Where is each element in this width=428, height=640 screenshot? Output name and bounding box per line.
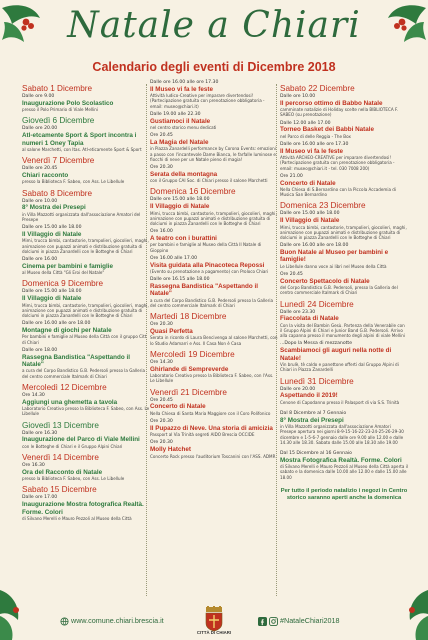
day-heading: Mercoledì 19 Dicembre bbox=[150, 349, 235, 359]
event-item bbox=[22, 321, 150, 345]
event-title: Il Villaggio di Natale bbox=[22, 295, 82, 303]
website-url: www.comune.chiari.brescia.it bbox=[71, 616, 164, 625]
event-time: ...Dopo la Messa di mezzanotte bbox=[280, 341, 353, 347]
event-time: Dalle ore 20.00 bbox=[280, 386, 316, 392]
event-description: presso la Biblioteca F. Sabeo, con Ass. Le Libellule bbox=[22, 179, 125, 185]
periods-section bbox=[280, 411, 408, 502]
event-time: Ore 20.30 bbox=[150, 165, 173, 171]
event-time: Dalle ore 17.00 bbox=[22, 495, 58, 501]
event-time: Ore 14.30 bbox=[22, 392, 45, 398]
event-description: al salone Marchetti, con Itas. Atl-eticamente Sport & Sport bbox=[22, 147, 142, 153]
event-title: Inaugurazione Polo Scolastico bbox=[22, 99, 114, 107]
event-title: Serata della montagna bbox=[150, 170, 218, 178]
event-item bbox=[150, 133, 278, 162]
event-time: Dalle ore 10.00 bbox=[280, 94, 316, 99]
calendar-column-3 bbox=[280, 80, 408, 502]
event-title: Quasi Perfetta bbox=[150, 328, 193, 336]
day-heading: Venerdì 21 Dicembre bbox=[150, 387, 227, 397]
event-description: Concerto Rock presso l'auditorium Toscanini con l'ASS. ADMR bbox=[150, 453, 276, 459]
event-time: Ore 14.30 bbox=[150, 359, 173, 365]
calendar-column-2 bbox=[150, 80, 278, 462]
facebook-icon bbox=[258, 617, 267, 626]
event-time: Dalle ore 18.00 bbox=[22, 347, 58, 353]
event-time: Dalle ore 16.00 alle ore 18.00 bbox=[22, 321, 91, 327]
event-description: in Piazza Zanardelli performance by Corona Events: emozioni a passo con l'incantevole Dame Bianca, le farfalle luminose e fiocchi di neve per un Natale pieno di magia! bbox=[150, 146, 276, 162]
day-heading: Venerdì 14 Dicembre bbox=[22, 452, 99, 462]
event-time: Dalle ore 16.00 alle ore 17.30 bbox=[150, 80, 219, 85]
crest-label: CITTÀ DI CHIARI bbox=[196, 630, 232, 635]
event-description: Mimi, trucca bimbi, cantastorie, trampolieri, giocolieri, maghi, animazione con pupazzi animati e distribuzione gratuita di dolciumi in piazza Zanardelli con le Botteghe di Chiari bbox=[22, 302, 149, 319]
event-item bbox=[22, 94, 150, 112]
event-title: 8° Mostra dei Presepi bbox=[22, 204, 86, 212]
day-heading: Martedì 18 Dicembre bbox=[150, 312, 227, 322]
event-item bbox=[22, 289, 150, 318]
event-item bbox=[280, 310, 408, 339]
event-time: Ore 20.45 bbox=[150, 133, 173, 139]
event-description: Serata in ricordo di Laura Bencivenga al salone Marchetti, con lo Studio Adamarri e Ass. Il Casa Non è Casa bbox=[150, 335, 278, 346]
day-heading: Sabato 1 Dicembre bbox=[22, 84, 93, 93]
event-item bbox=[280, 272, 408, 296]
event-time: Ore 16.30 bbox=[22, 462, 45, 468]
event-time: Ore 20.45 bbox=[280, 272, 303, 278]
event-description: in Villa Mazzotti organizzata dall'associazione Amatori del Presepe bbox=[22, 211, 141, 223]
event-item bbox=[150, 165, 278, 183]
event-title: Il Museo vi fa le feste bbox=[280, 147, 343, 155]
event-title: Concerto di Natale bbox=[280, 179, 336, 187]
event-description: presso il Polo Primario di Viale Mellini bbox=[22, 107, 99, 113]
event-title: Chiari racconto bbox=[22, 172, 69, 180]
event-time: Dalle ore 20.00 bbox=[22, 126, 58, 132]
period-title: Mostra Fotografica Realtà. Forme. Colori bbox=[280, 456, 402, 464]
event-item bbox=[150, 419, 278, 437]
event-time: Ore 21.00 bbox=[280, 173, 303, 179]
day-heading: Domenica 9 Dicembre bbox=[22, 279, 103, 289]
event-title: Il Villaggio di Natale bbox=[280, 217, 340, 225]
event-description: di Silvano Merelli e Mauro Pezzoli al Museo della Città bbox=[22, 515, 132, 521]
event-description: al Museo della Città "Gli Eroi del Natale" bbox=[22, 270, 105, 276]
event-time: Ore 16.00 alle 17.00 bbox=[150, 255, 198, 261]
event-description: Mimi, trucca bimbi, cantastorie, trampolieri, giocolieri, maghi, animazione con pupazzi animati e distribuzione gratuita di dolciumi in piazza Zanardelli con le Botteghe di Chiari bbox=[280, 224, 407, 241]
day-heading: Sabato 8 Dicembre bbox=[22, 188, 93, 198]
period-item bbox=[280, 451, 408, 480]
event-title: Concerto Spettacolo di Natale bbox=[280, 277, 370, 285]
event-description: Per bambini e famiglie al Museo della Città con il gruppo Citt di Chiari bbox=[22, 334, 147, 345]
event-item bbox=[150, 80, 278, 109]
day-heading: Giovedì 13 Dicembre bbox=[22, 420, 99, 430]
day-heading: Domenica 23 Dicembre bbox=[280, 201, 366, 211]
event-item bbox=[150, 440, 278, 458]
event-item bbox=[280, 121, 408, 139]
event-title: Il percorso ottimo di Babbo Natale bbox=[280, 99, 383, 107]
event-title: Il Museo vi fa le feste bbox=[150, 85, 213, 93]
event-title: Torneo Basket dei Babbi Natale bbox=[280, 126, 375, 134]
period-title: 8° Mostra dei Presepi bbox=[280, 416, 344, 424]
event-time: Ore 20.30 bbox=[150, 418, 173, 424]
event-description: Nella Chiesa di S.Bernardino con la Piccola Accademia di Musica San Bernardino bbox=[280, 187, 397, 198]
event-description: Mimi, trucca bimbi, cantastorie, trampolieri, giocolieri, maghi, animazione con pupazzi animati e distribuzione gratuita di dolciumi in piazza Zanardelli con le Botteghe di Chiari bbox=[150, 210, 277, 227]
event-description: Attività ludico-Creative per imparare divertendosi! (Partecipazione gratuita con prenotazione obbligatoria - email: museo@chiari.it) bbox=[150, 93, 265, 109]
event-description: presso la Biblioteca F. Sabeo, con Ass. Le Libellule bbox=[22, 476, 125, 482]
period-description: di Silvano Merelli e Mauro Pezzoli al Museo della Città aperta il sabato e la domenica dalle 10.00 alle 12.00 e dalle 15.00 alle 18.00 bbox=[280, 464, 408, 480]
event-description: del Corpo Bandistico G.B. Pedersoli, presso la Galleria del centro commerciale Italmark di Chiari bbox=[280, 285, 398, 296]
event-title: Ghirlande di Sempreverde bbox=[150, 365, 229, 373]
event-description: Passport al Via Trinità segreti AIDO Brescia OCCIDE bbox=[150, 432, 255, 438]
event-description: Laboratorio Creativo presso la Biblioteca F. Sabeo, con l'Ass. Le Libellule bbox=[150, 373, 274, 384]
event-title: Il Villaggio di Natale bbox=[150, 203, 210, 211]
event-title: Gustiamoci il Natale bbox=[150, 117, 211, 125]
event-item bbox=[22, 495, 150, 521]
event-item bbox=[22, 126, 150, 152]
event-description: per bambini e famiglie al Museo della Città Il Natale di Gioppino bbox=[150, 242, 262, 253]
shops-open-note: Per tutto il periodo natalizio i negozi in Centro storico saranno aperti anche la domenica bbox=[280, 487, 408, 501]
event-title: Buon Natale al Museo per bambini e famiglie! bbox=[280, 249, 389, 264]
event-title: Cinema per bambini e famiglie bbox=[22, 262, 113, 270]
event-description: a cura del Corpo Bandistico G.B. Pedersoli presso la Galleria del centro commerciale Italmark di Chiari bbox=[150, 297, 274, 309]
globe-icon bbox=[60, 617, 69, 626]
hashtag-link[interactable] bbox=[258, 616, 340, 626]
day-heading: Sabato 22 Dicembre bbox=[280, 84, 355, 93]
event-time: Dalle ore 15.00 alle 18.00 bbox=[150, 197, 210, 203]
event-time: Ore 16.00 bbox=[150, 229, 173, 235]
event-description: nel Parco di delle Reggia - The Box bbox=[280, 133, 351, 139]
event-time: Ore 20.30 bbox=[150, 440, 173, 446]
event-title: Atl-etcamente Sport & Sport incontra i numeri 1 Oney Tapia bbox=[22, 132, 137, 147]
day-heading: Venerdì 7 Dicembre bbox=[22, 156, 95, 166]
event-title: La Magia del Natale bbox=[150, 139, 209, 147]
event-description: con il Gruppo CAI Soc. di Chiari presso il salone Marchetti bbox=[150, 178, 268, 184]
event-title: Montagne di giochi per Natale bbox=[22, 327, 112, 335]
event-description: nel centro storico menu dedicati bbox=[150, 125, 217, 131]
event-item bbox=[150, 229, 278, 253]
event-item bbox=[280, 387, 408, 405]
event-time: Dalle ore 16.00 bbox=[22, 257, 58, 263]
event-time: Dalle ore 15.00 alle 18.00 bbox=[22, 289, 82, 295]
event-time: Dalle ore 9.00 bbox=[22, 94, 55, 99]
day-heading: Giovedì 6 Dicembre bbox=[22, 116, 95, 126]
period-description: in Villa Mazzotti organizzata dall'associazione Amatori Presepe apertura nei giorni 8-9-15-16-22-23-24-25-26-29-30 dicembre e 1-5-6-7 gennaio dalle ore 9.00 alle 12.00 e dalle 14.30 alle 18.30. Sabato dalle 15.00 alle 18.30 alle 19.00 bbox=[280, 424, 404, 445]
event-item bbox=[280, 243, 408, 269]
calendar-column-1 bbox=[22, 80, 150, 524]
event-description: Cenone di Capodanno presso il Palasport di via S.S. Trinità bbox=[280, 399, 400, 405]
event-item bbox=[22, 463, 150, 481]
event-title: Ora del Racconto di Natale bbox=[22, 468, 103, 476]
event-title: Rassegna Bandistica "Aspettando il Natale" bbox=[22, 353, 130, 369]
event-time: Dalle ore 16.15 alle 18.00 bbox=[150, 277, 210, 283]
event-description: Nella Chiesa di Santa Maria Maggiore con il Coro Polifonico bbox=[150, 410, 271, 416]
event-item bbox=[280, 211, 408, 240]
event-item bbox=[150, 277, 278, 308]
event-item bbox=[280, 142, 408, 171]
event-time: Dalle ore 16.00 alle ore 17.30 bbox=[280, 142, 349, 148]
event-item bbox=[22, 166, 150, 184]
event-description: con le Botteghe di Chiari e il Gruppo Alpini Chiari bbox=[22, 443, 123, 449]
day-heading: Domenica 16 Dicembre bbox=[150, 187, 236, 197]
period-time: Dal 8 Dicembre al 7 Gennaio bbox=[280, 410, 347, 416]
event-item bbox=[22, 257, 150, 275]
event-item bbox=[150, 197, 278, 226]
page-title: Natale a Chiari bbox=[67, 5, 361, 46]
event-title: Aggiungi una ghemetta a tavola bbox=[22, 398, 118, 406]
period-time: Dal 15 Dicembre al 16 Gennaio bbox=[280, 450, 352, 456]
day-heading: Lunedì 24 Dicembre bbox=[280, 299, 354, 309]
instagram-icon bbox=[269, 617, 278, 626]
event-item bbox=[150, 398, 278, 416]
event-time: Ore 20.45 bbox=[150, 397, 173, 403]
event-item bbox=[150, 360, 278, 384]
event-item bbox=[150, 112, 278, 130]
event-time: Dalle 12.00 alle 17.00 bbox=[280, 120, 331, 126]
event-description: Laboratorio Creativo presso la Biblioteca F. Sabeo, con Ass. Le Libellule bbox=[22, 406, 150, 417]
event-item bbox=[150, 256, 278, 274]
event-title: Inaugurazione Mostra fotografica Realtà. Forme. Colori bbox=[22, 501, 144, 516]
day-heading: Sabato 15 Dicembre bbox=[22, 485, 97, 495]
event-description: Vin brulè, tè caldo e panettone offerti dal Gruppo Alpini di Chiari in Piazza Zanardelli bbox=[280, 362, 399, 373]
event-item bbox=[22, 348, 150, 379]
event-time: Dalle ore 16.30 bbox=[22, 430, 58, 436]
footer bbox=[0, 608, 428, 640]
hashtag-text: #NataleChiari2018 bbox=[280, 616, 340, 625]
page-subtitle: Calendario degli eventi di Dicembre 2018 bbox=[92, 60, 336, 74]
event-time: Dalle ore 15.00 alle 18.00 bbox=[22, 225, 82, 231]
event-item bbox=[150, 322, 278, 346]
event-title: Inaugurazione del Parco di Viale Mellini bbox=[22, 436, 140, 444]
event-description: Con la visita del Bambin Gesù. Partenza della Venerabile con il Gruppo Alpini di Chiari e Junior Band G.B. Pedersoli. Arrivo alla capanna presso il monumento degli alpini di viale Mellini bbox=[280, 322, 405, 339]
event-item bbox=[280, 174, 408, 198]
event-title: A teatro con i burattini bbox=[150, 235, 217, 243]
event-title: Il Pupazzo di Neve. Una storia di amicizia bbox=[150, 424, 273, 432]
event-title: Molly Hatchet bbox=[150, 446, 191, 454]
event-title: Rassegna Bandistica "Aspettando il Natale" bbox=[150, 283, 258, 298]
event-item bbox=[22, 431, 150, 449]
event-time: Dalle ore 15.00 alle 18.00 bbox=[280, 211, 340, 217]
event-time: Dalle 19.00 alle 22.30 bbox=[150, 111, 201, 117]
period-item bbox=[280, 411, 408, 445]
event-title: Scambiamoci gli auguri nella notte di Natale! bbox=[280, 347, 392, 362]
event-item bbox=[22, 393, 150, 417]
event-title: Aspettando il 2019! bbox=[280, 392, 338, 400]
event-description: Attività ARCHEO-CREATIVE per imparare divertendosi! (Partecipazione gratuita con prenotazione obbligatoria - email: museo@chiari.it - tel. 030 7008 200) bbox=[280, 155, 395, 171]
event-title: Concerto di Natale bbox=[150, 403, 206, 411]
event-time: Dalle ore 23.30 bbox=[280, 309, 316, 315]
event-description: Mimi, trucca bimbi, cantastorie, trampolieri, giocolieri, maghi, animazione con pupazzi animati e distribuzione gratuita di dolciumi in piazza Zanardelli con le Botteghe di Chiari bbox=[22, 238, 149, 254]
event-description: camminate natalizie di Holiday scelte nella BIBLIOTECA F. SABEO (su prenotazione) bbox=[280, 107, 398, 118]
event-time: Ore 20.30 bbox=[150, 322, 173, 328]
event-item bbox=[280, 94, 408, 118]
day-heading: Lunedì 31 Dicembre bbox=[280, 376, 354, 386]
event-time: Dalle ore 10.00 bbox=[22, 198, 58, 204]
event-time: Dalle ore 20.45 bbox=[22, 166, 58, 172]
website-link[interactable] bbox=[60, 616, 164, 626]
event-title: Fiaccolata di Natale bbox=[280, 315, 339, 323]
event-description: (Evento su prenotazione a pagamento) con Proloco Chiari bbox=[150, 269, 269, 275]
event-description: a cura del Corpo Bandistico G.B. Pedersoli presso la Galleria del centro commerciale Italmark di Chiari bbox=[22, 368, 146, 379]
event-item bbox=[22, 225, 150, 254]
event-title: Il Villaggio di Natale bbox=[22, 231, 82, 239]
event-time: Dalle ore 16.00 alle ore 18.00 bbox=[280, 243, 349, 249]
event-description: Le Libellule danno voce ai libri nel Museo della Città bbox=[280, 263, 387, 269]
event-item bbox=[280, 341, 408, 372]
event-item bbox=[22, 199, 150, 223]
day-heading: Mercoledì 12 Dicembre bbox=[22, 382, 107, 392]
event-title: Visita guidata alla Pinacoteca Repossi bbox=[150, 261, 265, 269]
